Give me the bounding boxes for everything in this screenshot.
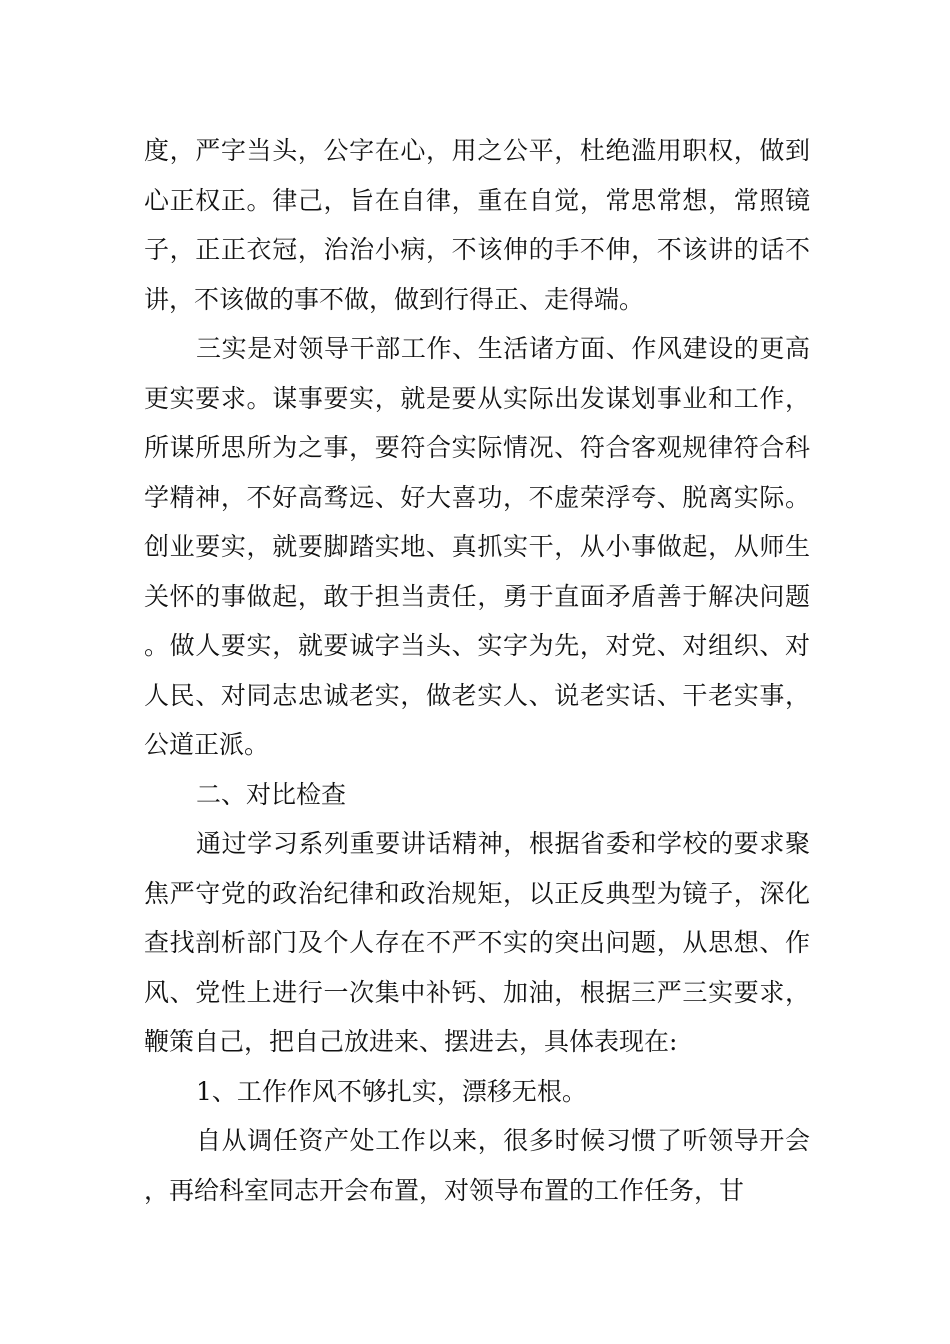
document-body [144, 126, 810, 1215]
numbered-item-heading: 1、工作作风不够扎实，漂移无根。 [196, 1076, 587, 1106]
paragraph-2: 三实是对领导干部工作、生活诸方面、作风建设的更高更实要求。谋事要实，就是要从实际出发谋划事业和工作，所谋所思所为之事，要符合实际情况、符合客观规律符合科学精神，不好高骛远、好大喜功，不虚荣浮夸、脱离实际。创业要实，就要脚踏实地、真抓实干，从小事做起，从师生关怀的事做起，敢于担当责任，勇于直面矛盾善于解决问题。做人要实，就要诚字当头、实字为先，对党、对组织、对人民、对同志忠诚老实，做老实人、说老实话、干老实事，公道正派。 [144, 334, 810, 759]
paragraph-4: 自从调任资产处工作以来，很多时候习惯了听领导开会，再给科室同志开会布置，对领导布置的工作任务，甘 [144, 1126, 810, 1205]
paragraph-3: 通过学习系列重要讲话精神，根据省委和学校的要求聚焦严守党的政治纪律和政治规矩，以正反典型为镜子，深化查找剖析部门及个人存在不严不实的突出问题，从思想、作风、党性上进行一次集中补钙、加油，根据三严三实要求，鞭策自己，把自己放进来、摆进去，具体表现在: [144, 829, 810, 1056]
paragraph-1: 度，严字当头，公字在心，用之公平，杜绝滥用职权，做到心正权正。律己，旨在自律，重在自觉，常思常想，常照镜子，正正衣冠，治治小病，不该伸的手不伸，不该讲的话不讲，不该做的事不做，做到行得正、走得端。 [144, 136, 810, 314]
section-heading: 二、对比检查 [196, 779, 347, 809]
